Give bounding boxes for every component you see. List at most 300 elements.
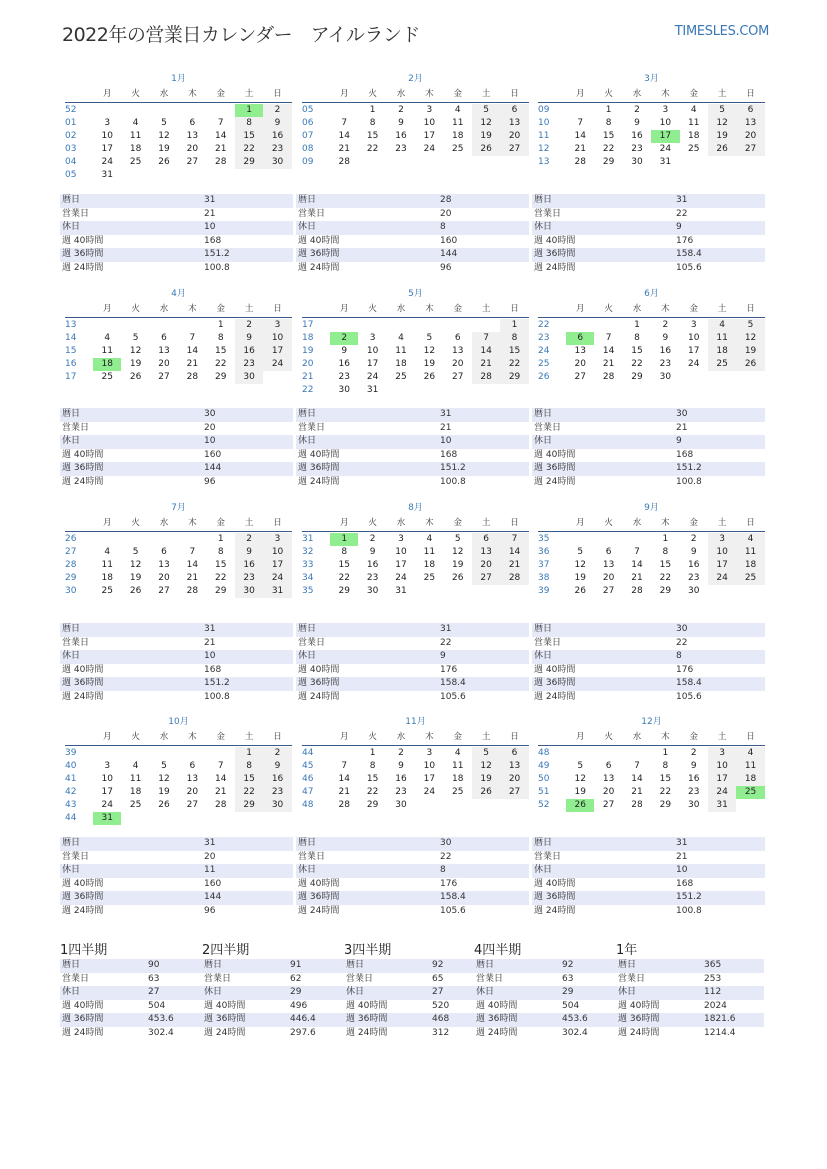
- day-cell[interactable]: 8: [341, 547, 348, 557]
- day-cell[interactable]: [207, 812, 235, 825]
- day-cell[interactable]: 30: [235, 585, 263, 598]
- day-cell[interactable]: [444, 319, 472, 332]
- day-cell[interactable]: 10: [659, 118, 672, 128]
- day-cell[interactable]: 30: [263, 799, 291, 812]
- day-cell[interactable]: 9: [263, 760, 291, 773]
- day-cell[interactable]: 31: [263, 585, 291, 598]
- day-cell[interactable]: 15: [338, 560, 350, 570]
- day-cell[interactable]: 27: [186, 800, 199, 810]
- day-cell[interactable]: [566, 747, 594, 760]
- day-cell[interactable]: 21: [472, 358, 500, 371]
- holiday-cell[interactable]: 6: [566, 332, 594, 345]
- day-cell[interactable]: 4: [690, 105, 697, 115]
- day-cell[interactable]: 31: [366, 385, 379, 395]
- day-cell[interactable]: 15: [659, 560, 672, 570]
- day-cell[interactable]: 16: [395, 774, 407, 784]
- day-cell[interactable]: 15: [235, 130, 263, 143]
- day-cell[interactable]: 23: [338, 372, 350, 382]
- day-cell[interactable]: 26: [708, 143, 736, 156]
- day-cell[interactable]: 14: [472, 345, 500, 358]
- day-cell[interactable]: 19: [472, 773, 500, 786]
- day-cell[interactable]: 28: [602, 372, 615, 382]
- day-cell[interactable]: 16: [659, 346, 672, 356]
- day-cell[interactable]: 6: [189, 118, 196, 128]
- day-cell[interactable]: 8: [217, 333, 224, 343]
- day-cell[interactable]: 3: [426, 105, 433, 115]
- day-cell[interactable]: 11: [736, 760, 764, 773]
- day-cell[interactable]: 7: [189, 333, 196, 343]
- day-cell[interactable]: [500, 799, 528, 812]
- day-cell[interactable]: [235, 812, 263, 825]
- day-cell[interactable]: 14: [338, 131, 350, 141]
- day-cell[interactable]: 13: [186, 131, 199, 141]
- day-cell[interactable]: 18: [736, 559, 764, 572]
- day-cell[interactable]: 7: [189, 547, 196, 557]
- day-cell[interactable]: 13: [602, 774, 615, 784]
- day-cell[interactable]: 7: [634, 547, 640, 557]
- day-cell[interactable]: 2: [263, 747, 291, 760]
- day-cell[interactable]: [708, 156, 736, 169]
- day-cell[interactable]: 14: [186, 346, 199, 356]
- day-cell[interactable]: 19: [452, 560, 464, 570]
- day-cell[interactable]: 17: [423, 131, 436, 141]
- day-cell[interactable]: 9: [690, 547, 697, 557]
- day-cell[interactable]: [444, 384, 472, 397]
- day-cell[interactable]: 10: [423, 118, 436, 128]
- day-cell[interactable]: 14: [338, 774, 350, 784]
- day-cell[interactable]: 28: [186, 586, 199, 596]
- day-cell[interactable]: 22: [235, 143, 263, 156]
- day-cell[interactable]: 20: [452, 359, 464, 369]
- day-cell[interactable]: 8: [369, 118, 376, 128]
- day-cell[interactable]: [178, 812, 206, 825]
- day-cell[interactable]: 11: [708, 332, 736, 345]
- day-cell[interactable]: 12: [736, 332, 764, 345]
- day-cell[interactable]: 3: [690, 320, 697, 330]
- day-cell[interactable]: 17: [395, 560, 407, 570]
- day-cell[interactable]: [358, 156, 386, 169]
- day-cell[interactable]: 13: [186, 774, 199, 784]
- day-cell[interactable]: 15: [500, 345, 528, 358]
- day-cell[interactable]: 20: [602, 787, 615, 797]
- day-cell[interactable]: 18: [395, 359, 407, 369]
- day-cell[interactable]: 9: [662, 333, 669, 343]
- day-cell[interactable]: 16: [366, 560, 379, 570]
- day-cell[interactable]: 21: [631, 573, 643, 583]
- day-cell[interactable]: 22: [659, 573, 672, 583]
- day-cell[interactable]: [150, 319, 178, 332]
- day-cell[interactable]: 5: [736, 319, 764, 332]
- day-cell[interactable]: [121, 747, 149, 760]
- day-cell[interactable]: 8: [605, 118, 612, 128]
- day-cell[interactable]: 2: [263, 104, 291, 117]
- day-cell[interactable]: 9: [235, 332, 263, 345]
- day-cell[interactable]: 2: [235, 319, 263, 332]
- day-cell[interactable]: 16: [263, 773, 291, 786]
- day-cell[interactable]: 27: [472, 572, 500, 585]
- day-cell[interactable]: 12: [129, 560, 142, 570]
- day-cell[interactable]: 28: [472, 371, 500, 384]
- day-cell[interactable]: 6: [736, 104, 764, 117]
- day-cell[interactable]: 12: [158, 131, 170, 141]
- day-cell[interactable]: 21: [631, 787, 643, 797]
- day-cell[interactable]: 6: [500, 104, 528, 117]
- day-cell[interactable]: [121, 533, 149, 546]
- day-cell[interactable]: 13: [500, 117, 528, 130]
- day-cell[interactable]: 4: [104, 333, 111, 343]
- day-cell[interactable]: 11: [129, 131, 142, 141]
- day-cell[interactable]: 5: [132, 333, 139, 343]
- day-cell[interactable]: 9: [634, 118, 640, 128]
- day-cell[interactable]: 16: [235, 345, 263, 358]
- day-cell[interactable]: 20: [602, 573, 615, 583]
- day-cell[interactable]: 10: [263, 332, 291, 345]
- day-cell[interactable]: 24: [263, 572, 291, 585]
- day-cell[interactable]: 5: [454, 534, 461, 544]
- day-cell[interactable]: 10: [708, 760, 736, 773]
- day-cell[interactable]: [415, 319, 443, 332]
- day-cell[interactable]: 17: [263, 559, 291, 572]
- day-cell[interactable]: [736, 799, 764, 812]
- day-cell[interactable]: 28: [338, 800, 350, 810]
- day-cell[interactable]: 12: [472, 117, 500, 130]
- day-cell[interactable]: 20: [472, 559, 500, 572]
- day-cell[interactable]: [178, 169, 206, 182]
- day-cell[interactable]: 28: [215, 157, 227, 167]
- day-cell[interactable]: 6: [189, 761, 196, 771]
- day-cell[interactable]: 11: [423, 547, 436, 557]
- day-cell[interactable]: [387, 384, 415, 397]
- day-cell[interactable]: 3: [426, 748, 433, 758]
- day-cell[interactable]: 5: [472, 747, 500, 760]
- day-cell[interactable]: 8: [235, 760, 263, 773]
- day-cell[interactable]: 29: [602, 157, 615, 167]
- day-cell[interactable]: 17: [101, 787, 113, 797]
- day-cell[interactable]: [566, 533, 594, 546]
- day-cell[interactable]: 5: [577, 761, 584, 771]
- day-cell[interactable]: 19: [158, 144, 170, 154]
- day-cell[interactable]: 18: [688, 131, 700, 141]
- day-cell[interactable]: [472, 319, 500, 332]
- day-cell[interactable]: [736, 371, 764, 384]
- day-cell[interactable]: 30: [366, 586, 379, 596]
- day-cell[interactable]: 29: [338, 586, 350, 596]
- day-cell[interactable]: 4: [736, 533, 764, 546]
- day-cell[interactable]: 2: [398, 748, 404, 758]
- day-cell[interactable]: 26: [736, 358, 764, 371]
- day-cell[interactable]: 14: [500, 546, 528, 559]
- day-cell[interactable]: 1: [500, 319, 528, 332]
- day-cell[interactable]: 23: [263, 143, 291, 156]
- day-cell[interactable]: 12: [574, 774, 586, 784]
- day-cell[interactable]: 5: [161, 118, 167, 128]
- day-cell[interactable]: 14: [574, 131, 586, 141]
- day-cell[interactable]: 4: [104, 547, 111, 557]
- day-cell[interactable]: 20: [186, 144, 199, 154]
- day-cell[interactable]: 9: [690, 761, 697, 771]
- day-cell[interactable]: 26: [472, 786, 500, 799]
- day-cell[interactable]: 4: [426, 534, 433, 544]
- day-cell[interactable]: [444, 799, 472, 812]
- day-cell[interactable]: 9: [398, 761, 404, 771]
- day-cell[interactable]: 21: [574, 144, 586, 154]
- day-cell[interactable]: 16: [688, 560, 700, 570]
- day-cell[interactable]: 15: [215, 560, 227, 570]
- day-cell[interactable]: 13: [472, 546, 500, 559]
- day-cell[interactable]: 10: [366, 346, 379, 356]
- day-cell[interactable]: [178, 747, 206, 760]
- day-cell[interactable]: [358, 319, 386, 332]
- day-cell[interactable]: 28: [574, 157, 586, 167]
- day-cell[interactable]: 16: [263, 130, 291, 143]
- day-cell[interactable]: 24: [708, 786, 736, 799]
- day-cell[interactable]: [415, 799, 443, 812]
- day-cell[interactable]: 21: [338, 787, 350, 797]
- day-cell[interactable]: 15: [631, 346, 643, 356]
- day-cell[interactable]: 22: [235, 786, 263, 799]
- day-cell[interactable]: 26: [158, 157, 170, 167]
- day-cell[interactable]: 26: [129, 586, 142, 596]
- day-cell[interactable]: 23: [395, 787, 407, 797]
- day-cell[interactable]: 18: [452, 774, 464, 784]
- day-cell[interactable]: 10: [101, 131, 113, 141]
- day-cell[interactable]: 11: [129, 774, 142, 784]
- day-cell[interactable]: 9: [398, 118, 404, 128]
- day-cell[interactable]: 4: [132, 761, 139, 771]
- day-cell[interactable]: 29: [659, 800, 672, 810]
- day-cell[interactable]: 11: [688, 118, 700, 128]
- day-cell[interactable]: 28: [215, 800, 227, 810]
- day-cell[interactable]: 6: [454, 333, 461, 343]
- day-cell[interactable]: 1: [662, 534, 669, 544]
- day-cell[interactable]: [121, 812, 149, 825]
- day-cell[interactable]: 18: [101, 573, 113, 583]
- day-cell[interactable]: 11: [736, 546, 764, 559]
- day-cell[interactable]: 16: [688, 774, 700, 784]
- day-cell[interactable]: 12: [423, 346, 436, 356]
- day-cell[interactable]: 25: [101, 372, 113, 382]
- day-cell[interactable]: 14: [631, 560, 643, 570]
- day-cell[interactable]: 2: [690, 748, 697, 758]
- day-cell[interactable]: 30: [631, 157, 643, 167]
- day-cell[interactable]: 25: [452, 787, 464, 797]
- day-cell[interactable]: 13: [500, 760, 528, 773]
- holiday-cell[interactable]: 17: [651, 130, 679, 143]
- day-cell[interactable]: 24: [366, 372, 379, 382]
- day-cell[interactable]: 19: [472, 130, 500, 143]
- day-cell[interactable]: [330, 104, 358, 117]
- day-cell[interactable]: 1: [369, 105, 376, 115]
- day-cell[interactable]: 30: [263, 156, 291, 169]
- day-cell[interactable]: 11: [395, 346, 407, 356]
- day-cell[interactable]: 25: [452, 144, 464, 154]
- day-cell[interactable]: 20: [574, 359, 586, 369]
- day-cell[interactable]: [93, 319, 121, 332]
- day-cell[interactable]: 23: [395, 144, 407, 154]
- day-cell[interactable]: [444, 585, 472, 598]
- day-cell[interactable]: 1: [235, 747, 263, 760]
- day-cell[interactable]: [708, 371, 736, 384]
- day-cell[interactable]: 3: [263, 319, 291, 332]
- day-cell[interactable]: 19: [129, 359, 142, 369]
- day-cell[interactable]: 10: [395, 547, 407, 557]
- day-cell[interactable]: 22: [338, 573, 350, 583]
- day-cell[interactable]: [178, 104, 206, 117]
- day-cell[interactable]: 20: [500, 773, 528, 786]
- day-cell[interactable]: [736, 156, 764, 169]
- day-cell[interactable]: 24: [708, 572, 736, 585]
- day-cell[interactable]: 28: [500, 572, 528, 585]
- day-cell[interactable]: 25: [736, 572, 764, 585]
- day-cell[interactable]: 16: [631, 131, 643, 141]
- day-cell[interactable]: 12: [472, 760, 500, 773]
- day-cell[interactable]: 6: [472, 533, 500, 546]
- day-cell[interactable]: 16: [395, 131, 407, 141]
- day-cell[interactable]: [594, 319, 622, 332]
- day-cell[interactable]: 18: [423, 560, 436, 570]
- day-cell[interactable]: [387, 156, 415, 169]
- day-cell[interactable]: 19: [423, 359, 436, 369]
- day-cell[interactable]: 10: [708, 546, 736, 559]
- day-cell[interactable]: [121, 104, 149, 117]
- day-cell[interactable]: 8: [217, 547, 224, 557]
- day-cell[interactable]: 5: [577, 547, 584, 557]
- day-cell[interactable]: [472, 799, 500, 812]
- day-cell[interactable]: 2: [634, 105, 640, 115]
- day-cell[interactable]: 27: [574, 372, 586, 382]
- day-cell[interactable]: 31: [708, 799, 736, 812]
- day-cell[interactable]: 24: [263, 358, 291, 371]
- day-cell[interactable]: 1: [369, 748, 376, 758]
- day-cell[interactable]: 9: [235, 546, 263, 559]
- day-cell[interactable]: 21: [186, 359, 199, 369]
- day-cell[interactable]: 23: [263, 786, 291, 799]
- day-cell[interactable]: 6: [500, 747, 528, 760]
- day-cell[interactable]: 26: [472, 143, 500, 156]
- day-cell[interactable]: 3: [263, 533, 291, 546]
- day-cell[interactable]: [623, 533, 651, 546]
- day-cell[interactable]: 22: [602, 144, 615, 154]
- brand-logo[interactable]: TIMESLES.COM: [674, 24, 769, 39]
- day-cell[interactable]: 6: [605, 761, 612, 771]
- day-cell[interactable]: 29: [215, 586, 227, 596]
- day-cell[interactable]: 13: [158, 346, 170, 356]
- day-cell[interactable]: 25: [101, 586, 113, 596]
- day-cell[interactable]: [178, 533, 206, 546]
- day-cell[interactable]: [330, 747, 358, 760]
- day-cell[interactable]: [680, 156, 708, 169]
- day-cell[interactable]: 24: [101, 800, 113, 810]
- day-cell[interactable]: 8: [634, 333, 640, 343]
- day-cell[interactable]: 7: [341, 761, 348, 771]
- day-cell[interactable]: 2: [690, 534, 697, 544]
- day-cell[interactable]: 17: [708, 559, 736, 572]
- day-cell[interactable]: [207, 104, 235, 117]
- day-cell[interactable]: 17: [423, 774, 436, 784]
- day-cell[interactable]: 10: [688, 333, 700, 343]
- day-cell[interactable]: 31: [395, 586, 407, 596]
- day-cell[interactable]: [594, 533, 622, 546]
- day-cell[interactable]: 27: [602, 586, 615, 596]
- day-cell[interactable]: 14: [215, 774, 227, 784]
- day-cell[interactable]: [150, 169, 178, 182]
- day-cell[interactable]: 19: [736, 345, 764, 358]
- day-cell[interactable]: 17: [263, 345, 291, 358]
- day-cell[interactable]: 21: [602, 359, 615, 369]
- day-cell[interactable]: 6: [161, 333, 167, 343]
- day-cell[interactable]: [263, 371, 291, 384]
- day-cell[interactable]: 1: [217, 534, 224, 544]
- day-cell[interactable]: 27: [602, 800, 615, 810]
- day-cell[interactable]: 20: [500, 130, 528, 143]
- day-cell[interactable]: 25: [688, 144, 700, 154]
- holiday-cell[interactable]: 1: [330, 533, 358, 546]
- day-cell[interactable]: 31: [659, 157, 672, 167]
- day-cell[interactable]: [415, 585, 443, 598]
- day-cell[interactable]: 4: [454, 748, 461, 758]
- day-cell[interactable]: 3: [662, 105, 669, 115]
- day-cell[interactable]: [472, 156, 500, 169]
- day-cell[interactable]: 14: [215, 131, 227, 141]
- day-cell[interactable]: 9: [263, 117, 291, 130]
- day-cell[interactable]: 22: [659, 787, 672, 797]
- day-cell[interactable]: 3: [708, 747, 736, 760]
- day-cell[interactable]: 5: [472, 104, 500, 117]
- day-cell[interactable]: 13: [574, 346, 586, 356]
- day-cell[interactable]: 20: [736, 130, 764, 143]
- day-cell[interactable]: [121, 169, 149, 182]
- day-cell[interactable]: 13: [602, 560, 615, 570]
- day-cell[interactable]: 2: [662, 320, 669, 330]
- day-cell[interactable]: 28: [186, 372, 199, 382]
- day-cell[interactable]: 20: [158, 573, 170, 583]
- day-cell[interactable]: [178, 319, 206, 332]
- day-cell[interactable]: 2: [369, 534, 376, 544]
- holiday-cell[interactable]: 26: [566, 799, 594, 812]
- day-cell[interactable]: 22: [366, 144, 379, 154]
- day-cell[interactable]: 7: [634, 761, 640, 771]
- day-cell[interactable]: 30: [688, 586, 700, 596]
- day-cell[interactable]: 15: [366, 131, 379, 141]
- day-cell[interactable]: 21: [186, 573, 199, 583]
- day-cell[interactable]: 5: [161, 761, 167, 771]
- day-cell[interactable]: 8: [500, 332, 528, 345]
- day-cell[interactable]: 17: [101, 144, 113, 154]
- day-cell[interactable]: 26: [423, 372, 436, 382]
- day-cell[interactable]: 4: [132, 118, 139, 128]
- day-cell[interactable]: 3: [369, 333, 376, 343]
- day-cell[interactable]: 26: [574, 586, 586, 596]
- day-cell[interactable]: 1: [662, 748, 669, 758]
- day-cell[interactable]: 7: [217, 761, 224, 771]
- day-cell[interactable]: 18: [129, 144, 142, 154]
- day-cell[interactable]: 24: [101, 157, 113, 167]
- day-cell[interactable]: [330, 319, 358, 332]
- day-cell[interactable]: [150, 533, 178, 546]
- day-cell[interactable]: 28: [631, 586, 643, 596]
- day-cell[interactable]: 7: [472, 332, 500, 345]
- day-cell[interactable]: [500, 156, 528, 169]
- day-cell[interactable]: 13: [452, 346, 464, 356]
- day-cell[interactable]: 28: [338, 157, 350, 167]
- day-cell[interactable]: [207, 169, 235, 182]
- day-cell[interactable]: 4: [454, 105, 461, 115]
- day-cell[interactable]: 21: [215, 144, 227, 154]
- day-cell[interactable]: 18: [452, 131, 464, 141]
- day-cell[interactable]: 22: [366, 787, 379, 797]
- day-cell[interactable]: 4: [736, 747, 764, 760]
- day-cell[interactable]: [415, 384, 443, 397]
